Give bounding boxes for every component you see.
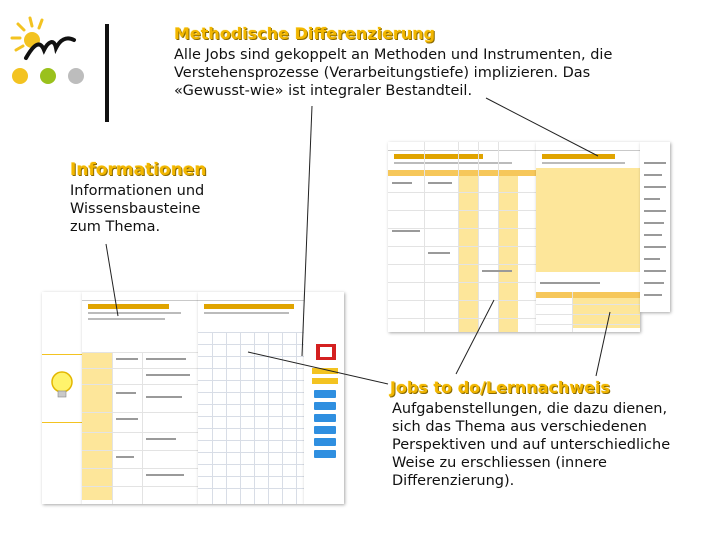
connector-line [456,300,494,374]
text-line: Perspektiven und auf unterschiedliche [392,437,671,453]
heading-informationen: Informationen [70,160,207,180]
text-line: Wissensbausteine [70,201,201,217]
text-line: Differenzierung). [392,473,515,489]
connector-line [302,106,312,356]
text-line: zum Thema. [70,219,161,235]
connector-line [106,244,118,316]
text-line: Verstehensprozesse (Verarbeitungstiefe) implizieren. Das [174,65,591,81]
connector-line [248,352,388,384]
connector-line [486,98,598,156]
text-line: sich das Thema aus verschiedenen [392,419,647,435]
text-line: Aufgabenstellungen, die dazu dienen, [392,401,668,417]
text-line: Alle Jobs sind gekoppelt an Methoden und Instrumenten, die [174,47,613,63]
text-line: Weise zu erschliessen (innere [392,455,607,471]
heading-jobs: Jobs to do/Lernnachweis [390,378,611,397]
heading-methodische: Methodische Differenzierung [174,24,436,43]
connector-line [596,312,610,376]
text-line: Informationen und [70,183,205,199]
text-line: «Gewusst-wie» ist integraler Bestandteil. [174,83,473,99]
